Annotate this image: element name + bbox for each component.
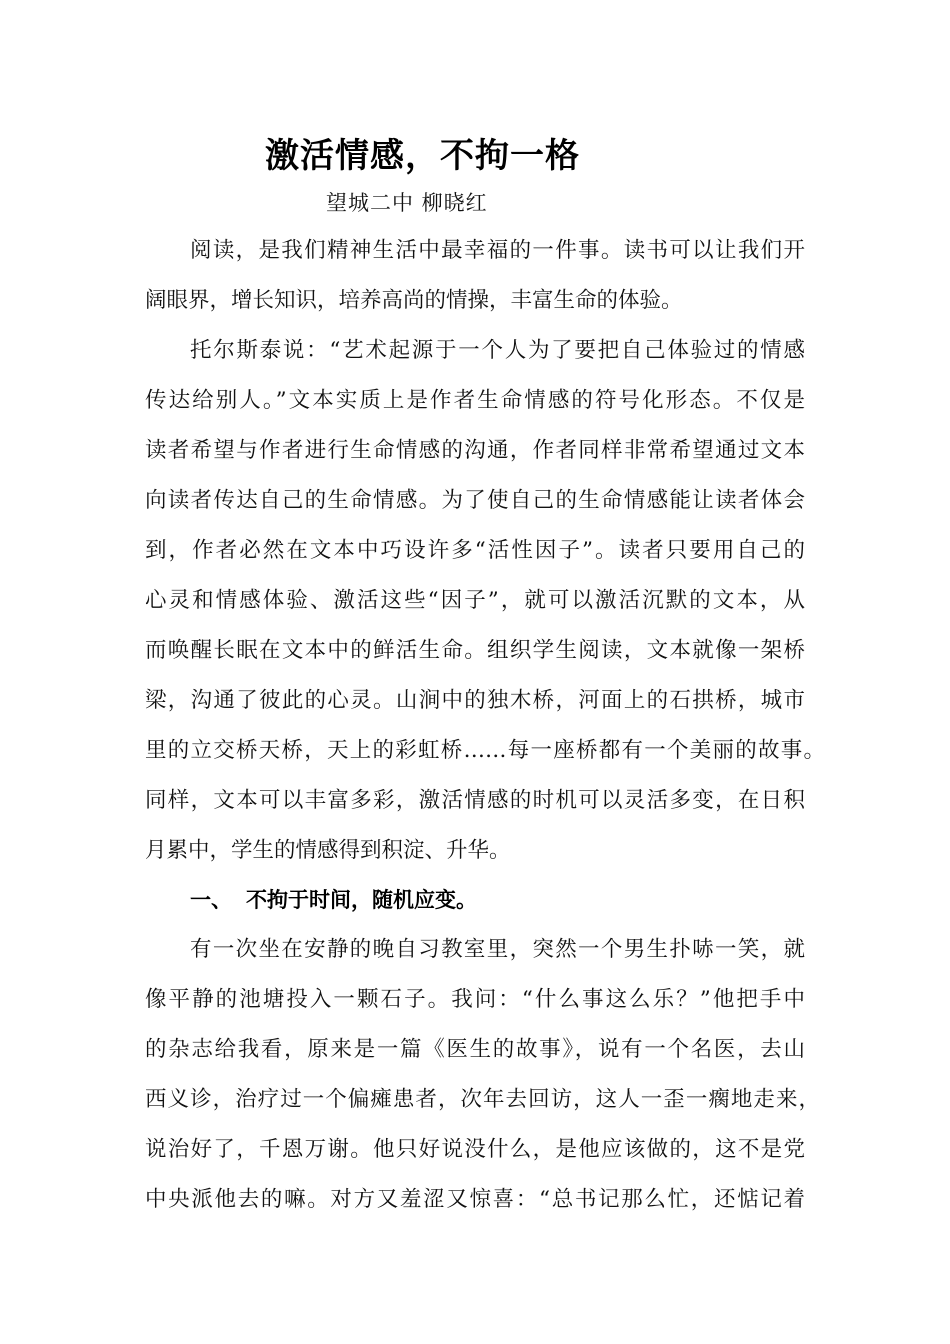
- document-title: 激活情感，不拘一格: [265, 136, 580, 176]
- paragraph-line: 传达给别人。”文本实质上是作者生命情感的符号化形态。不仅是: [145, 388, 805, 413]
- paragraph-line: 到，作者必然在文本中巧设许多“活性因子”。读者只要用自己的: [145, 538, 805, 563]
- paragraph-line: 托尔斯泰说：“艺术起源于一个人为了要把自己体验过的情感: [190, 338, 805, 363]
- paragraph-line: 向读者传达自己的生命情感。为了使自己的生命情感能让读者体会: [145, 488, 805, 513]
- paragraph-line: 有一次坐在安静的晚自习教室里，突然一个男生扑哧一笑，就: [190, 937, 805, 962]
- paragraph-line: 而唤醒长眠在文本中的鲜活生命。组织学生阅读，文本就像一架桥: [145, 638, 805, 663]
- paragraph-line: 里的立交桥天桥，天上的彩虹桥……每一座桥都有一个美丽的故事。: [145, 738, 825, 763]
- paragraph-line: 心灵和情感体验、激活这些“因子”，就可以激活沉默的文本，从: [145, 588, 805, 613]
- section-heading-text: 不拘于时间，随机应变。: [246, 888, 477, 912]
- author-byline: 望城二中 柳晓红: [326, 191, 488, 215]
- paragraph-line: 中央派他去的嘛。对方又羞涩又惊喜：“总书记那么忙，还惦记着: [145, 1187, 805, 1212]
- paragraph-line: 读者希望与作者进行生命情感的沟通，作者同样非常希望通过文本: [145, 438, 805, 463]
- paragraph-line: 的杂志给我看，原来是一篇《医生的故事》，说有一个名医，去山: [145, 1037, 805, 1062]
- paragraph-line: 说治好了，千恩万谢。他只好说没什么，是他应该做的，这不是党: [145, 1137, 805, 1162]
- paragraph-line: 同样，文本可以丰富多彩，激活情感的时机可以灵活多变，在日积: [145, 788, 805, 813]
- paragraph-line: 西义诊，治疗过一个偏瘫患者，次年去回访，这人一歪一瘸地走来，: [145, 1087, 820, 1112]
- section-heading: [190, 885, 477, 915]
- paragraph-line: 阅读，是我们精神生活中最幸福的一件事。读书可以让我们开: [190, 238, 805, 263]
- section-number: 一、: [190, 888, 232, 912]
- paragraph-line: 阔眼界，增长知识，培养高尚的情操，丰富生命的体验。: [145, 288, 683, 313]
- paragraph-line: 像平静的池塘投入一颗石子。我问：“什么事这么乐？”他把手中: [145, 987, 805, 1012]
- paragraph-line: 梁，沟通了彼此的心灵。山涧中的独木桥，河面上的石拱桥，城市: [145, 688, 805, 713]
- paragraph-line: 月累中，学生的情感得到积淀、升华。: [145, 838, 511, 863]
